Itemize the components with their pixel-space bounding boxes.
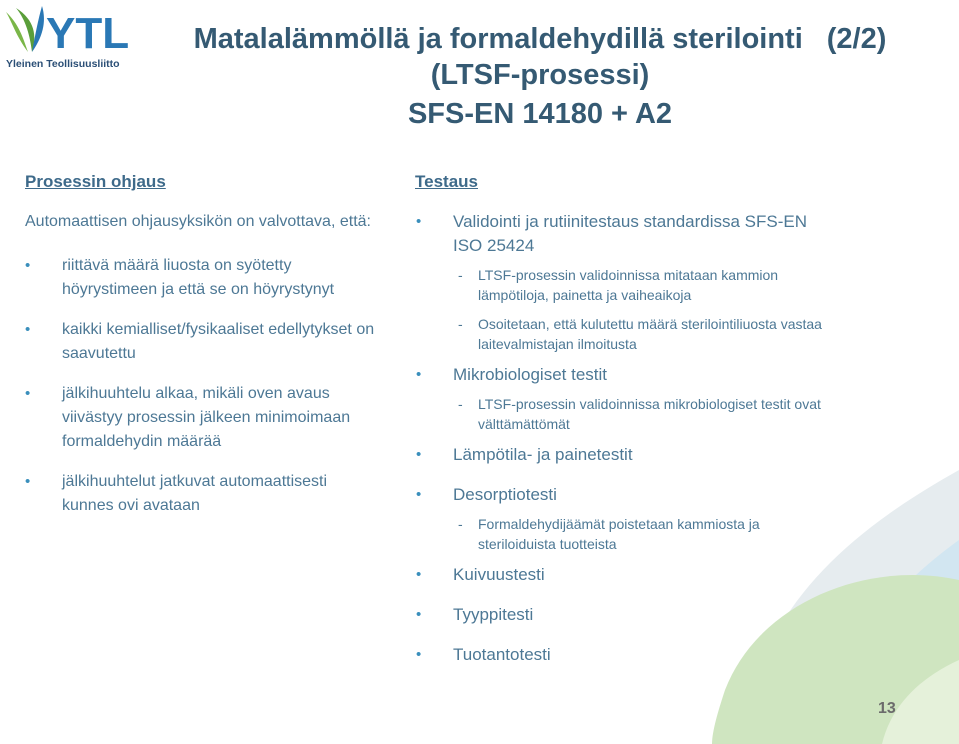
ytl-logo: [2, 2, 137, 70]
right-heading: Testaus: [415, 172, 478, 191]
sub-item: - LTSF-prosessin validoinnissa mitataan kammion lämpötiloja, painetta ja vaiheaikoja: [416, 265, 836, 305]
left-heading: Prosessin ohjaus: [25, 172, 166, 191]
title-part: (2/2): [826, 23, 887, 55]
title-main: Matalalämmöllä ja formaldehydillä sterilointi: [193, 23, 803, 55]
right-bullet: • Kuivuustesti: [416, 563, 836, 587]
logo-tagline: Yleinen Teollisuusliitto: [6, 58, 120, 70]
left-bullet: • riittävä määrä liuosta on syötetty höyrystimeen ja että se on höyrystynyt: [25, 254, 375, 302]
page-number: 13: [878, 700, 896, 717]
page-title-line1: [140, 21, 940, 58]
page-title-line2: (LTSF-prosessi): [430, 59, 650, 91]
sub-list: [416, 394, 836, 434]
left-bullet: • kaikki kemialliset/fysikaaliset edellytykset on saavutettu: [25, 318, 375, 366]
left-column: [25, 210, 375, 534]
sub-item: - Formaldehydijäämät poistetaan kammiosta ja steriloiduista tuotteista: [416, 514, 836, 554]
left-intro: Automaattisen ohjausyksikön on valvottava, että:: [25, 213, 371, 230]
right-bullet: • Mikrobiologiset testit: [416, 363, 836, 387]
logo-brand-text: YTL: [46, 9, 130, 58]
sub-list: [416, 265, 836, 354]
right-bullet: • Validointi ja rutiinitestaus standardissa SFS-EN ISO 25424: [416, 210, 836, 258]
right-column: [416, 210, 836, 683]
left-bullet: • jälkihuuhtelu alkaa, mikäli oven avaus viivästyy prosessin jälkeen minimoimaan formaldehydin määrää: [25, 382, 375, 454]
right-bullet: • Tyyppitesti: [416, 603, 836, 627]
right-bullet: • Desorptiotesti: [416, 483, 836, 507]
sub-item: - Osoitetaan, että kulutettu määrä sterilointiliuosta vastaa laitevalmistajan ilmoitusta: [416, 314, 836, 354]
right-bullet: • Tuotantotesti: [416, 643, 836, 667]
left-bullet: • jälkihuuhtelut jatkuvat automaattisesti kunnes ovi avataan: [25, 470, 375, 518]
logo-mark: [2, 2, 137, 58]
right-bullet: • Lämpötila- ja painetestit: [416, 443, 836, 467]
sub-item: - LTSF-prosessin validoinnissa mikrobiologiset testit ovat välttämättömät: [416, 394, 836, 434]
sub-list: [416, 514, 836, 554]
page-title-line3: SFS-EN 14180 + A2: [407, 98, 673, 130]
